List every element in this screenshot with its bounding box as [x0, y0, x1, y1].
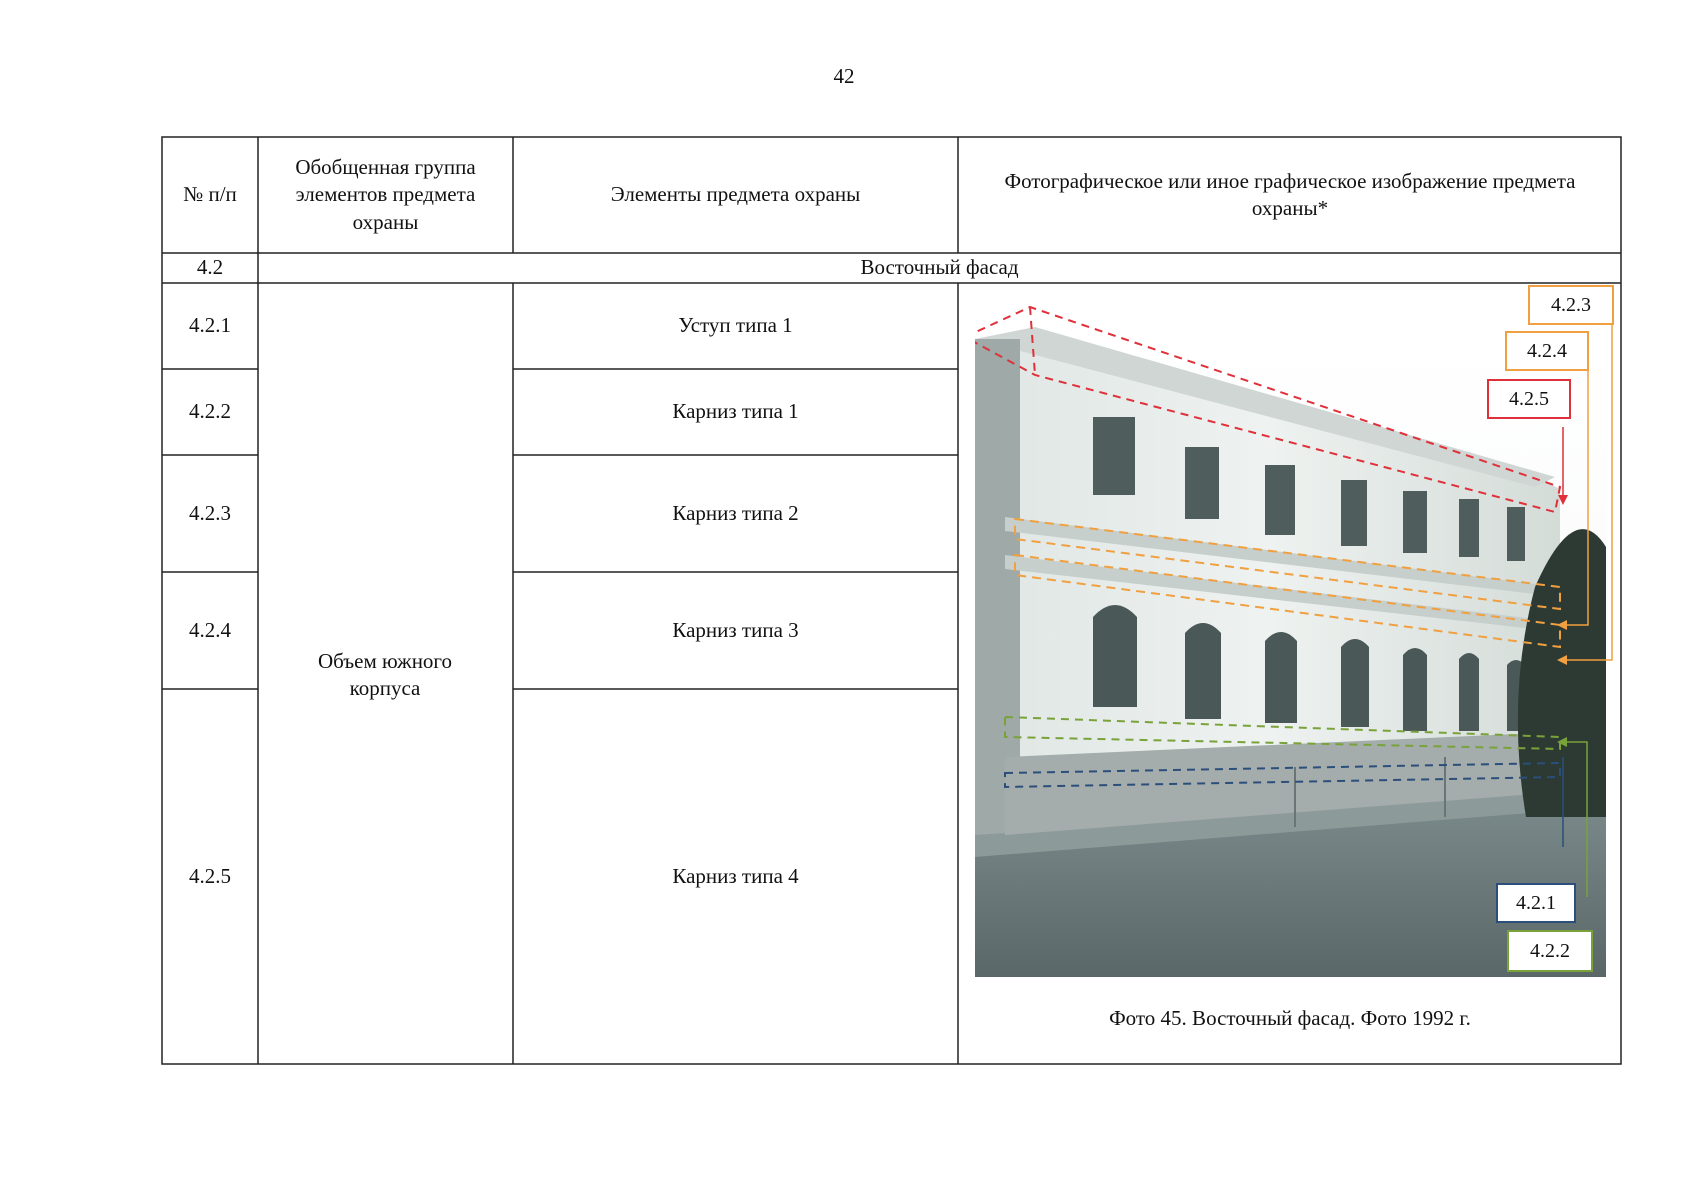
- label-4-2-2: 4.2.2: [1507, 930, 1593, 972]
- header-col-image: Фотографическое или иное графическое изображение предмета охраны*: [1004, 168, 1576, 220]
- section-title: Восточный фасад: [860, 255, 1019, 280]
- label-4-2-1: 4.2.1: [1496, 883, 1576, 923]
- row-number: 4.2.1: [189, 313, 231, 338]
- label-4-2-4: 4.2.4: [1505, 331, 1589, 371]
- section-number: 4.2: [196, 255, 224, 280]
- group-label: Объем южного корпуса: [317, 648, 453, 700]
- page-number: 42: [833, 64, 855, 88]
- row-element: Карниз типа 1: [672, 399, 799, 424]
- label-4-2-5: 4.2.5: [1487, 379, 1571, 419]
- row-element: Уступ типа 1: [678, 313, 793, 338]
- photo-caption: Фото 45. Восточный фасад. Фото 1992 г.: [1109, 1006, 1471, 1030]
- facade-photo: [975, 287, 1621, 992]
- header-col-elements: Элементы предмета охраны: [610, 182, 861, 207]
- row-number: 4.2.2: [189, 399, 231, 424]
- row-number: 4.2.3: [189, 500, 231, 525]
- row-number: 4.2.5: [189, 863, 231, 888]
- header-col-number: № п/п: [183, 182, 237, 207]
- row-element: Карниз типа 4: [672, 863, 799, 888]
- row-element: Карниз типа 3: [672, 617, 799, 642]
- label-4-2-3: 4.2.3: [1528, 285, 1614, 325]
- row-number: 4.2.4: [189, 617, 231, 642]
- header-col-group: Обобщенная группа элементов предмета охраны: [295, 155, 476, 234]
- row-element: Карниз типа 2: [672, 500, 799, 525]
